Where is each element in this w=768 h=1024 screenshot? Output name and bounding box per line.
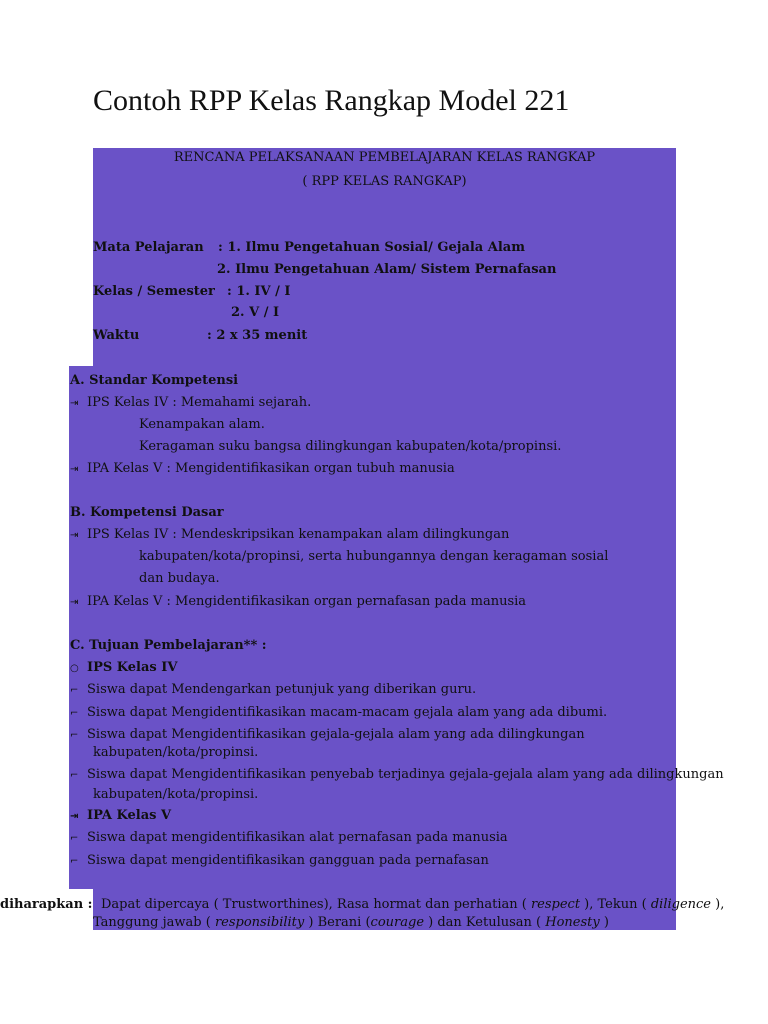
section-c-ipa-heading-text: IPA Kelas V <box>87 808 172 823</box>
section-c-heading: C. Tujuan Pembelajaran** : <box>70 638 267 653</box>
section-b-ips-3: dan budaya. <box>139 571 220 586</box>
section-a-ipa-text: IPA Kelas V : Mengidentifikasikan organ tubuh manusia <box>87 461 455 476</box>
arrow-icon: ⇥ <box>70 530 79 541</box>
list-item-text: Siswa dapat mengidentifikasikan gangguan pada pernafasan <box>87 853 489 868</box>
subject-1: : 1. Ilmu Pengetahuan Sosial/ Gejala Alam <box>218 240 525 255</box>
footer-text: Dapat dipercaya ( Trustworthines), Rasa hormat dan perhatian ( <box>101 897 531 912</box>
footer-italic: responsibility <box>214 915 305 930</box>
footer-text: ), Tekun ( <box>580 897 651 912</box>
arrow-icon: ⇥ <box>70 597 79 608</box>
list-item <box>70 682 476 699</box>
section-b-ipa-text: IPA Kelas V : Mengidentifikasikan organ pernafasan pada manusia <box>87 594 527 609</box>
class-1: : 1. IV / I <box>227 284 291 299</box>
list-item-text: Siswa dapat Mendengarkan petunjuk yang diberikan guru. <box>87 682 477 697</box>
list-item <box>70 853 489 870</box>
footer-italic: courage <box>370 915 425 930</box>
doc-heading-line1: RENCANA PELAKSANAAN PEMBELAJARAN KELAS RANGKAP <box>173 150 596 165</box>
class-2: 2. V / I <box>231 305 280 320</box>
list-item-text: Siswa dapat mengidentifikasikan alat pernafasan pada manusia <box>87 830 508 845</box>
list-item <box>70 830 508 847</box>
footer-line1 <box>101 897 724 913</box>
footer-line2 <box>93 915 609 931</box>
section-a-ips-3: Keragaman suku bangsa dilingkungan kabupaten/kota/propinsi. <box>139 439 562 454</box>
list-item-text: Siswa dapat Mengidentifikasikan gejala-gejala alam yang ada dilingkungan <box>87 727 585 742</box>
section-b-ips <box>70 527 509 544</box>
page-title: Contoh RPP Kelas Rangkap Model 221 <box>93 84 570 117</box>
dash-icon: ⌐ <box>70 708 79 719</box>
dash-icon: ⌐ <box>70 833 79 844</box>
section-b-heading: B. Kompetensi Dasar <box>70 505 224 520</box>
section-a-ips-text: IPS Kelas IV : Memahami sejarah. <box>87 395 312 410</box>
subject-2: 2. Ilmu Pengetahuan Alam/ Sistem Pernafasan <box>217 262 557 277</box>
footer-italic: diligence <box>650 897 712 912</box>
footer-text: ), <box>711 897 725 912</box>
footer-text: ) <box>599 915 609 930</box>
section-b-ips-2: kabupaten/kota/propinsi, serta hubungannya dengan keragaman sosial <box>139 549 609 564</box>
section-a-ips <box>70 395 311 412</box>
footer-italic: Honesty <box>545 915 600 930</box>
dash-icon: ⌐ <box>70 856 79 867</box>
class-label: Kelas / Semester <box>93 284 215 299</box>
list-item-continuation: kabupaten/kota/propinsi. <box>93 745 259 760</box>
list-item-text: Siswa dapat Mengidentifikasikan penyebab terjadinya gejala-gejala alam yang ada dilingkungan <box>87 767 724 782</box>
section-a-heading: A. Standar Kompetensi <box>70 373 239 388</box>
list-item <box>70 727 585 744</box>
arrow-icon: ⇥ <box>70 464 79 475</box>
footer-label: diharapkan : <box>0 897 93 912</box>
arrow-icon: ⇥ <box>70 811 79 822</box>
section-a-ips-2: Kenampakan alam. <box>139 417 265 432</box>
footer-text: ) dan Ketulusan ( <box>424 915 546 930</box>
subject-label: Mata Pelajaran <box>93 240 204 255</box>
footer-italic: respect <box>530 897 581 912</box>
time-value: : 2 x 35 menit <box>207 328 308 343</box>
section-b-ips-text: IPS Kelas IV : Mendeskripsikan kenampakan alam dilingkungan <box>87 527 510 542</box>
list-item-text: Siswa dapat Mengidentifikasikan macam-macam gejala alam yang ada dibumi. <box>87 705 608 720</box>
list-item-continuation: kabupaten/kota/propinsi. <box>93 787 259 802</box>
dash-icon: ⌐ <box>70 770 79 781</box>
section-b-ipa <box>70 594 526 611</box>
dash-icon: ⌐ <box>70 685 79 696</box>
dash-icon: ⌐ <box>70 730 79 741</box>
footer-text: Tanggung jawab ( <box>93 915 215 930</box>
section-c-ipa-heading <box>70 808 171 825</box>
list-item <box>70 767 724 784</box>
footer-text: ) Berani ( <box>304 915 371 930</box>
section-c-ips-heading <box>70 660 177 677</box>
list-item <box>70 705 607 722</box>
section-a-ipa <box>70 461 455 478</box>
doc-heading-line2: ( RPP KELAS RANGKAP) <box>302 174 467 189</box>
time-label: Waktu <box>93 328 140 343</box>
arrow-icon: ⇥ <box>70 398 79 409</box>
section-c-ips-heading-text: IPS Kelas IV <box>87 660 178 675</box>
circle-icon: ○ <box>70 663 79 674</box>
